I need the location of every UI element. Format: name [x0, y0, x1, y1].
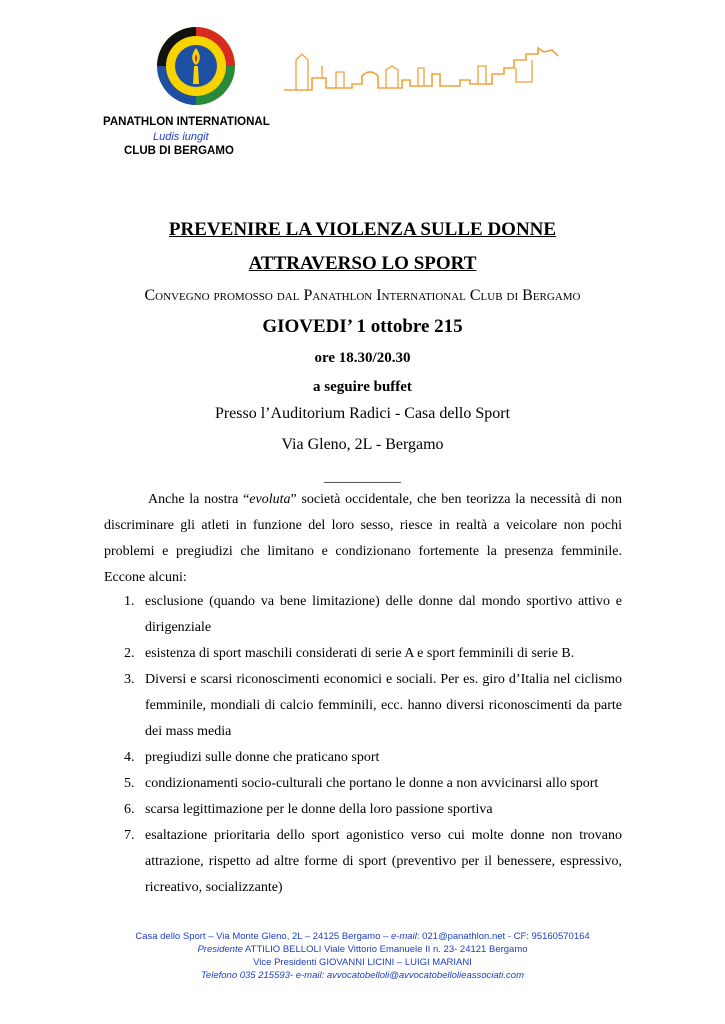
bergamo-skyline-drawing	[282, 44, 560, 98]
list-item-text: condizionamenti socio-culturali che portano le donne a non avvicinarsi allo sport	[145, 776, 599, 791]
list-item-text: pregiudizi sulle donne che praticano sport	[145, 750, 380, 765]
list-item-text: esaltazione prioritaria dello sport agonistico verso cui molte donne non trovano attrazione, rispetto ad altre forme di sport (preventivo per il benessere, espressivo, ricreativo, socializzante)	[145, 828, 622, 895]
list-item	[104, 589, 622, 641]
list-item-number: 3.	[124, 672, 135, 687]
footer-president-info: ATTILIO BELLOLI Viale Vittorio Emanuele II n. 23- 24121 Bergamo	[242, 944, 528, 955]
event-date: GIOVEDI’ 1 ottobre 215	[262, 316, 463, 337]
intro-emphasis: evoluta	[249, 492, 291, 507]
list-item-number: 2.	[124, 646, 135, 661]
issues-list	[104, 589, 622, 901]
event-buffet: a seguire buffet	[313, 379, 412, 395]
footer-president-role: Presidente	[197, 944, 243, 955]
footer-line-2	[0, 943, 725, 956]
title-line-2: ATTRAVERSO LO SPORT	[248, 253, 477, 274]
subtitle: Convegno promosso dal Panathlon International Club di Bergamo	[144, 287, 581, 304]
list-item-number: 4.	[124, 750, 135, 765]
footer-email-label: e-mail	[390, 931, 417, 942]
intro-paragraph	[104, 487, 622, 591]
list-item-number: 1.	[124, 594, 135, 609]
list-item	[104, 797, 622, 823]
org-name: PANATHLON INTERNATIONAL	[103, 116, 270, 128]
footer-line-1	[0, 930, 725, 943]
list-item	[104, 745, 622, 771]
list-item-text: scarsa legittimazione per le donne della loro passione sportiva	[145, 802, 493, 817]
list-item	[104, 771, 622, 797]
list-item	[104, 667, 622, 745]
list-item-number: 6.	[124, 802, 135, 817]
footer-phone: Telefono 035 215593-	[201, 970, 296, 981]
event-time: ore 18.30/20.30	[314, 350, 411, 366]
footer	[0, 930, 725, 982]
list-item-text: Diversi e scarsi riconoscimenti economici e sociali. Per es. giro d’Italia nel ciclismo femminile, mondiali di calcio femminili, ecc. hanno diversi riconoscimenti da parte dei mass media	[145, 672, 622, 739]
list-item-number: 5.	[124, 776, 135, 791]
footer-email-cf[interactable]: : 021@panathlon.net - CF: 95160570164	[416, 931, 590, 942]
list-item-number: 7.	[124, 828, 135, 843]
footer-line-3: Vice Presidenti GIOVANNI LICINI – LUIGI MARIANI	[253, 957, 472, 968]
intro-before: Anche la nostra “	[148, 492, 250, 507]
separator: ___________	[324, 470, 401, 485]
footer-email-link[interactable]: e-mail: avvocatobelloli@avvocatobellolieassociati.com	[295, 970, 524, 981]
list-item-text: esclusione (quando va bene limitazione) delle donne dal mondo sportivo attivo e dirigenziale	[145, 594, 622, 635]
footer-address: Casa dello Sport – Via Monte Gleno, 2L – 24125 Bergamo –	[135, 931, 391, 942]
intro-after: ” società occidentale, che ben teorizza la necessità di non discriminare gli atleti in funzione del loro sesso, riesce in realtà a veicolare non pochi problemi e pregiudizi che limitano e condizionano fortemente la presenza femminile. Eccone alcuni:	[104, 492, 622, 585]
club-name: CLUB DI BERGAMO	[124, 145, 234, 157]
list-item-text: esistenza di sport maschili considerati di serie A e sport femminili di serie B.	[145, 646, 575, 661]
list-item	[104, 823, 622, 901]
event-address: Via Gleno, 2L - Bergamo	[281, 436, 444, 453]
footer-line-4	[0, 969, 725, 982]
event-venue: Presso l’Auditorium Radici - Casa dello Sport	[214, 405, 511, 422]
title-line-1: PREVENIRE LA VIOLENZA SULLE DONNE	[168, 219, 557, 240]
motto: Ludis iungit	[153, 131, 209, 143]
panathlon-logo	[156, 26, 236, 106]
list-item	[104, 641, 622, 667]
